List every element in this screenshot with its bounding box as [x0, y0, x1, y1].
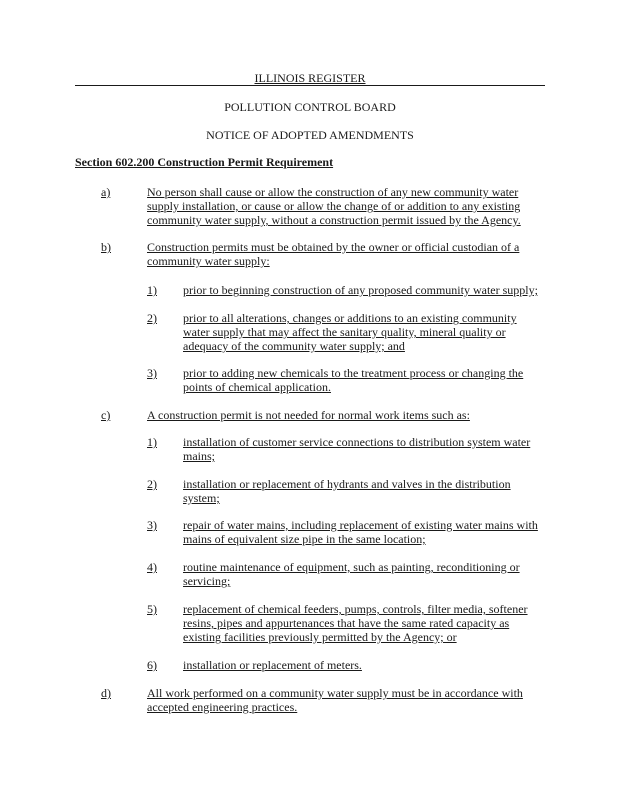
paragraph-c-item-1-text: installation of customer service connections to distribution system water mains;: [183, 435, 531, 463]
paragraph-c-item-2-text: installation or replacement of hydrants and valves in the distribution system;: [183, 477, 511, 505]
paragraph-b-text: Construction permits must be obtained by the owner or official custodian of a community water supply:: [147, 240, 520, 268]
paragraph-b-item-2-text: prior to all alterations, changes or additions to an existing community water supply that may affect the sanitary quality, mineral quality or adequacy of the community water supply; and: [183, 311, 517, 353]
paragraph-b-item-3-label: 3): [147, 366, 157, 380]
paragraph-c-item-6-text: installation or replacement of meters.: [183, 658, 362, 672]
register-header: ILLINOIS REGISTER: [75, 71, 545, 86]
notice-title: NOTICE OF ADOPTED AMENDMENTS: [206, 128, 414, 142]
paragraph-d-label: d): [101, 686, 111, 700]
paragraph-a-label: a): [101, 185, 111, 199]
section-title: Section 602.200 Construction Permit Requirement: [75, 155, 334, 169]
paragraph-c-label: c): [101, 408, 111, 422]
paragraph-c-item-5-text: replacement of chemical feeders, pumps, controls, filter media, softener resins, pipes and appurtenances that have the same rated capacity as existing facilities previously permitted by the Agency; or: [183, 602, 528, 644]
paragraph-c-item-4-label: 4): [147, 560, 157, 574]
paragraph-d-text: All work performed on a community water supply must be in accordance with accepted engineering practices.: [147, 686, 523, 714]
paragraph-c-item-6-label: 6): [147, 658, 157, 672]
paragraph-b-item-3-text: prior to adding new chemicals to the treatment process or changing the points of chemical application.: [183, 366, 524, 394]
paragraph-c-item-2-label: 2): [147, 477, 157, 491]
paragraph-b-label: b): [101, 240, 111, 254]
paragraph-b-item-1-text: prior to beginning construction of any proposed community water supply;: [183, 283, 538, 297]
paragraph-c-text: A construction permit is not needed for normal work items such as:: [147, 408, 470, 422]
paragraph-c-item-4-text: routine maintenance of equipment, such as painting, reconditioning or servicing;: [183, 560, 520, 588]
paragraph-c-item-3-text: repair of water mains, including replacement of existing water mains with mains of equivalent size pipe in the same location;: [183, 518, 538, 546]
paragraph-c-item-5-label: 5): [147, 602, 157, 616]
paragraph-b-item-1-label: 1): [147, 283, 157, 297]
paragraph-c-item-1-label: 1): [147, 435, 157, 449]
board-name: POLLUTION CONTROL BOARD: [224, 100, 396, 114]
paragraph-b-item-2-label: 2): [147, 311, 157, 325]
paragraph-c-item-3-label: 3): [147, 518, 157, 532]
paragraph-a-text: No person shall cause or allow the construction of any new community water supply installation, or cause or allow the change of or addition to any existing community water supply, without a construction permit issued by the Agency.: [147, 185, 521, 227]
